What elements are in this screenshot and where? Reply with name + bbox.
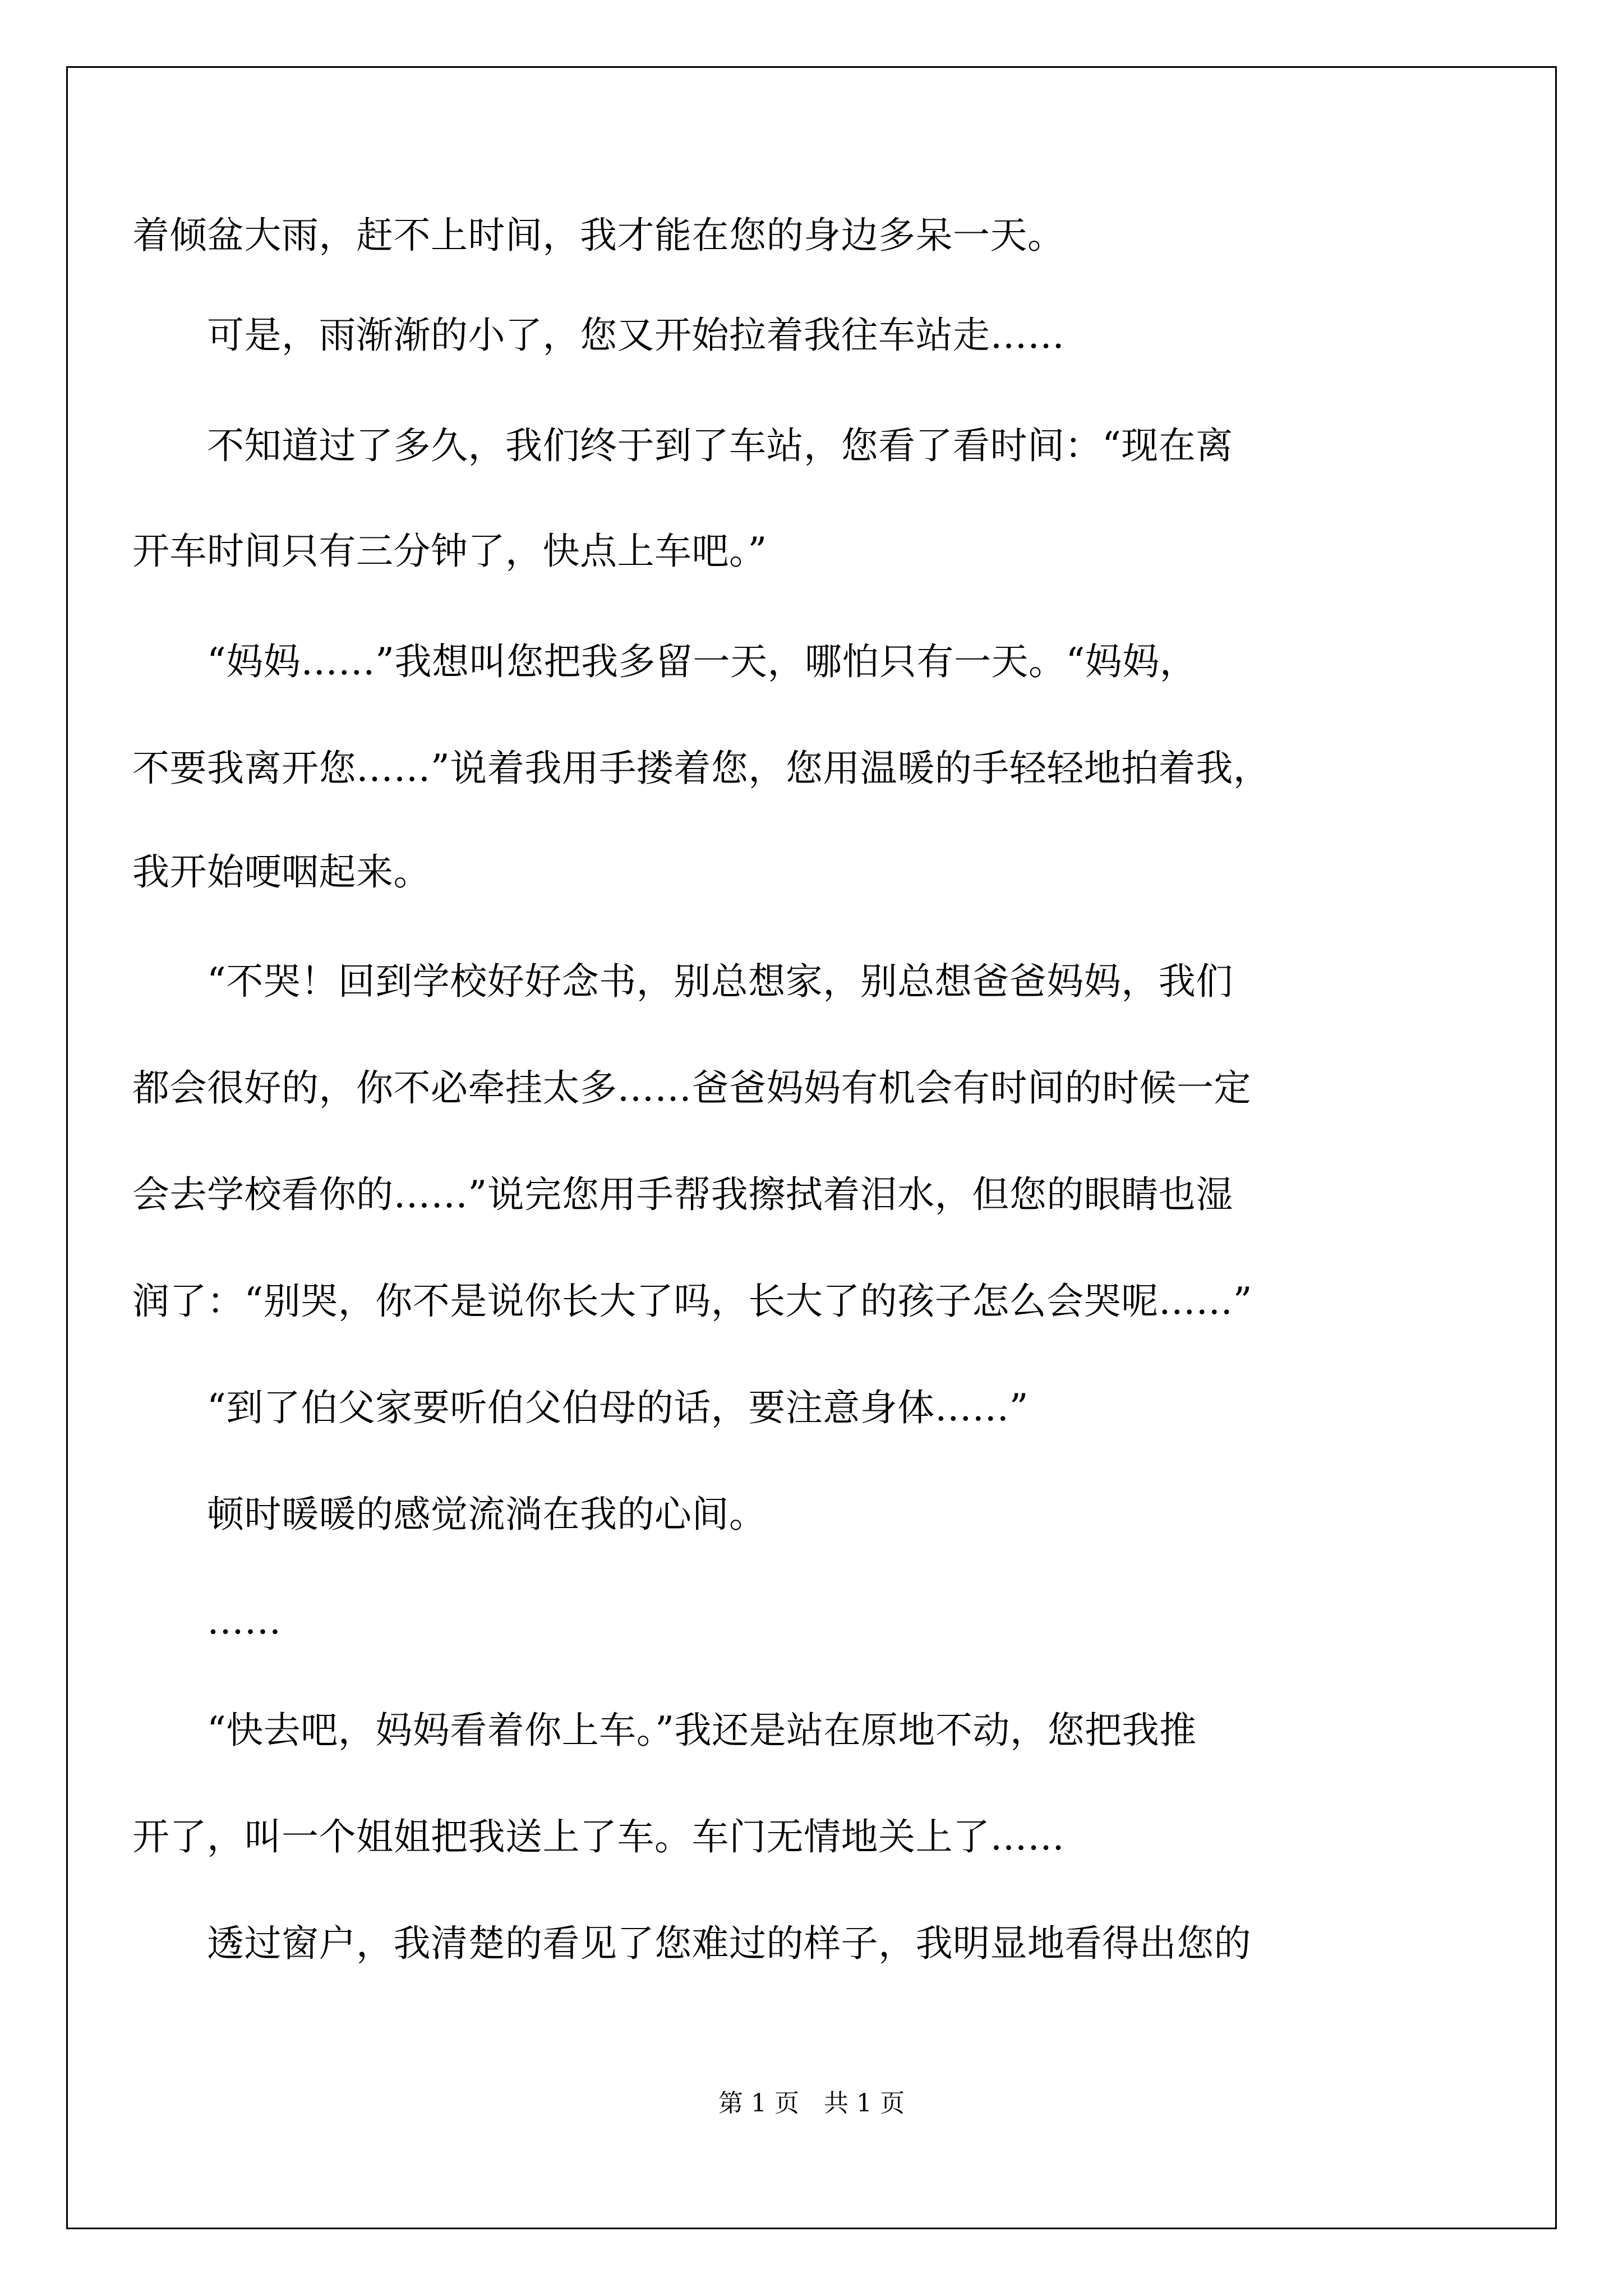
text-line: “快去吧，妈妈看着你上车。”我还是站在原地不动，您把我推 [132,1709,1197,1752]
text-line: 不要我离开您……”说着我用手搂着您，您用温暖的手轻轻地拍着我， [132,747,1271,790]
page-frame [66,66,1557,2229]
text-line: “妈妈……”我想叫您把我多留一天，哪怕只有一天。“妈妈， [132,640,1197,683]
text-line: 开了，叫一个姐姐把我送上了车。车门无情地关上了…… [132,1815,1065,1858]
text-line: 开车时间只有三分钟了，快点上车吧。” [132,530,767,573]
text-line: 不知道过了多久，我们终于到了车站，您看了看时间：“现在离 [132,424,1233,467]
text-line: “不哭！回到学校好好念书，别总想家，别总想爸爸妈妈，我们 [132,960,1233,1003]
page-number-footer: 第 1 页 共 1 页 [718,2089,905,2118]
text-line: …… [132,1599,282,1642]
text-line: 顿时暖暖的感觉流淌在我的心间。 [132,1493,767,1536]
text-line: “到了伯父家要听伯父伯母的话，要注意身体……” [132,1386,1029,1429]
text-line: 润了：“别哭，你不是说你长大了吗，长大了的孩子怎么会哭呢……” [132,1280,1252,1323]
text-line: 我开始哽咽起来。 [132,850,431,894]
text-line: 可是，雨渐渐的小了，您又开始拉着我往车站走…… [132,314,1065,357]
text-line: 透过窗户，我清楚的看见了您难过的样子，我明显地看得出您的 [132,1922,1251,1965]
text-line: 着倾盆大雨，赶不上时间，我才能在您的身边多呆一天。 [132,214,1065,257]
text-line: 都会很好的，你不必牵挂太多……爸爸妈妈有机会有时间的时候一定 [132,1066,1251,1110]
text-line: 会去学校看你的……”说完您用手帮我擦拭着泪水，但您的眼睛也湿 [132,1173,1233,1216]
